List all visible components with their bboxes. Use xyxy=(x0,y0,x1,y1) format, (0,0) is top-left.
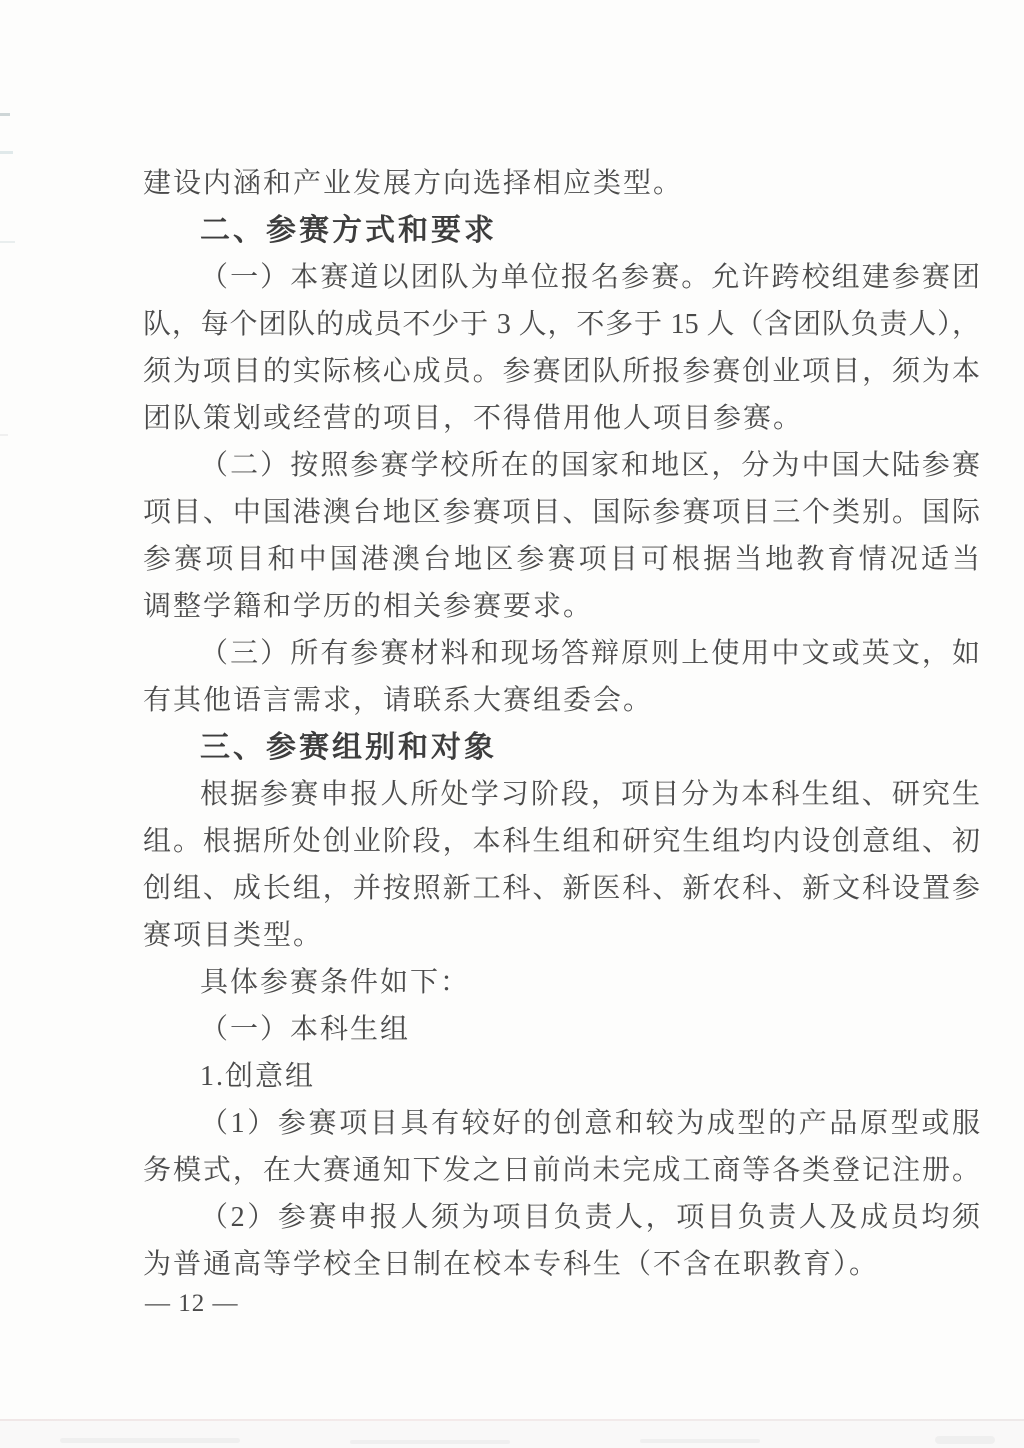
body-line: 赛项目类型。 xyxy=(143,920,324,951)
body-line: 1.创意组 xyxy=(200,1061,316,1092)
body-line: （2）参赛申报人须为项目负责人，项目负责人及成员均须 xyxy=(200,1202,980,1233)
body-line: 为普通高等学校全日制在校本专科生（不含在职教育）。 xyxy=(143,1249,880,1280)
scan-artifact xyxy=(0,151,13,154)
body-line: （1）参赛项目具有较好的创意和较为成型的产品原型或服 xyxy=(200,1108,980,1139)
body-line: 调整学籍和学历的相关参赛要求。 xyxy=(143,591,594,622)
body-line: 有其他语言需求，请联系大赛组委会。 xyxy=(143,685,654,716)
body-line: 创组、成长组，并按照新工科、新医科、新农科、新文科设置参 xyxy=(143,873,980,904)
body-line: 参赛项目和中国港澳台地区参赛项目可根据当地教育情况适当 xyxy=(143,544,980,575)
body-line: 具体参赛条件如下： xyxy=(200,967,471,998)
body-line: 须为项目的实际核心成员。参赛团队所报参赛创业项目，须为本 xyxy=(143,356,980,387)
scan-artifact xyxy=(0,241,15,243)
body-line: 组。根据所处创业阶段，本科生组和研究生组均内设创意组、初 xyxy=(143,826,980,857)
body-line: 队，每个团队的成员不少于 3 人，不多于 15 人（含团队负责人）， xyxy=(143,309,980,340)
scan-artifact xyxy=(350,1440,510,1444)
section-heading: 三、参赛组别和对象 xyxy=(200,731,497,764)
body-line: 建设内涵和产业发展方向选择相应类型。 xyxy=(143,168,684,199)
scan-artifact xyxy=(60,1438,240,1443)
scan-artifact xyxy=(0,434,8,436)
scan-artifact xyxy=(935,1436,995,1444)
body-line: （三）所有参赛材料和现场答辩原则上使用中文或英文，如 xyxy=(200,638,980,669)
body-line: 务模式，在大赛通知下发之日前尚未完成工商等各类登记注册。 xyxy=(143,1155,980,1186)
section-heading: 二、参赛方式和要求 xyxy=(200,214,497,247)
scan-artifact xyxy=(640,1439,760,1443)
body-line: （一）本科生组 xyxy=(200,1014,411,1045)
document-body xyxy=(143,160,980,1288)
body-line: 项目、中国港澳台地区参赛项目、国际参赛项目三个类别。国际 xyxy=(143,497,980,528)
body-line: 团队策划或经营的项目，不得借用他人项目参赛。 xyxy=(143,403,804,434)
body-line: 根据参赛申报人所处学习阶段，项目分为本科生组、研究生 xyxy=(200,779,980,810)
body-line: （一）本赛道以团队为单位报名参赛。允许跨校组建参赛团 xyxy=(200,262,980,293)
paper-bottom-strip xyxy=(0,1421,1024,1448)
page-number: — 12 — xyxy=(145,1290,239,1317)
body-line: （二）按照参赛学校所在的国家和地区，分为中国大陆参赛 xyxy=(200,450,980,481)
scan-artifact xyxy=(0,113,10,116)
